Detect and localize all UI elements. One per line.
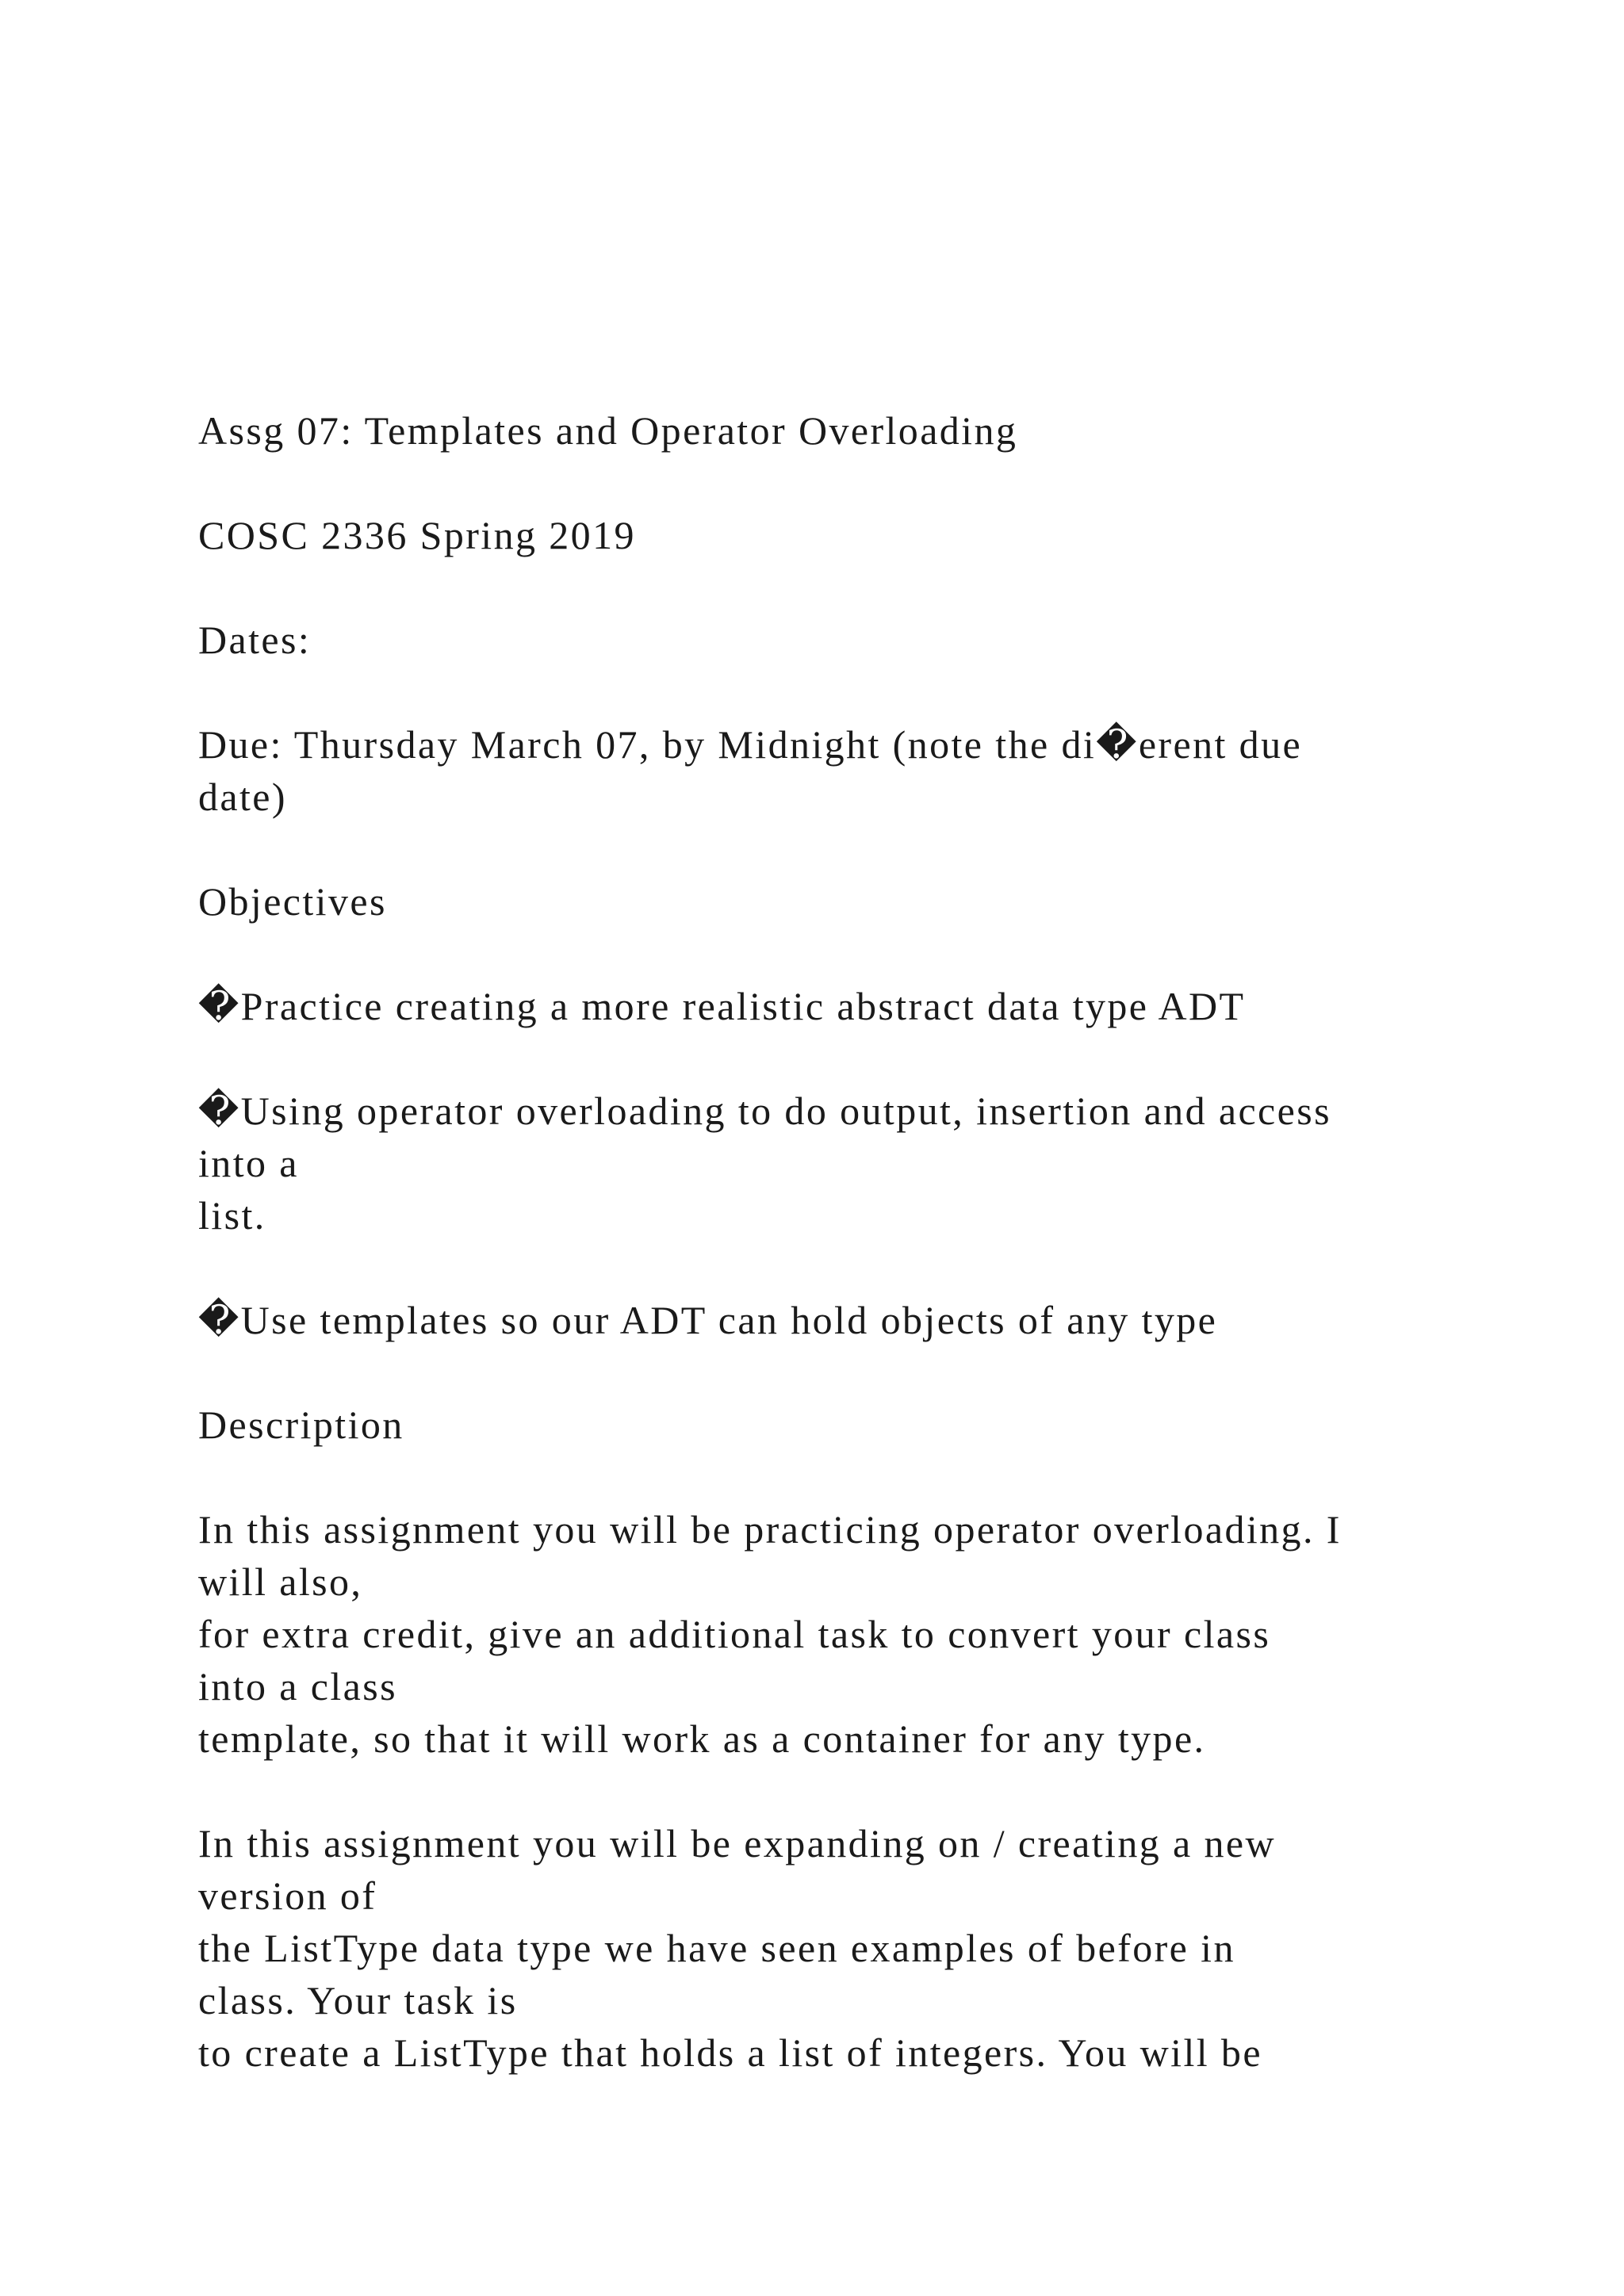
objective-item <box>198 980 1515 1032</box>
description-line: class. Your task is <box>198 1978 518 2022</box>
document-title: Assg 07: Templates and Operator Overloading <box>198 408 1018 453</box>
dates-label: Dates: <box>198 618 312 662</box>
objectives-heading: Objectives <box>198 879 387 924</box>
description-heading: Description <box>198 1402 404 1447</box>
description-line: for extra credit, give an additional task to convert your class <box>198 1612 1271 1656</box>
course-line: COSC 2336 Spring 2019 <box>198 513 636 557</box>
objective-item <box>198 1294 1515 1346</box>
due-date-paragraph <box>198 718 1515 823</box>
description-line: In this assignment you will be practicing operator overloading. I <box>198 1507 1342 1552</box>
due-date-line: date) <box>198 775 287 819</box>
description-paragraph <box>198 1817 1515 2079</box>
due-date-line: Due: Thursday March 07, by Midnight (note the di�erent due <box>198 722 1303 767</box>
objective-line: �Use templates so our ADT can hold objects of any type <box>198 1298 1218 1342</box>
description-line: to create a ListType that holds a list of integers. You will be <box>198 2030 1262 2075</box>
document-body <box>198 404 1515 2131</box>
description-line: the ListType data type we have seen examples of before in <box>198 1926 1235 1970</box>
description-line: version of <box>198 1873 377 1918</box>
objective-line: �Using operator overloading to do output, insertion and access <box>198 1089 1331 1133</box>
description-line: template, so that it will work as a container for any type. <box>198 1716 1206 1761</box>
objective-item <box>198 1085 1515 1242</box>
description-line: will also, <box>198 1559 363 1604</box>
objective-line: list. <box>198 1193 266 1238</box>
objective-line: �Practice creating a more realistic abstract data type ADT <box>198 984 1246 1028</box>
objective-line: into a <box>198 1141 299 1185</box>
description-line: In this assignment you will be expanding on / creating a new <box>198 1821 1277 1866</box>
description-paragraph <box>198 1503 1515 1765</box>
description-line: into a class <box>198 1664 397 1709</box>
